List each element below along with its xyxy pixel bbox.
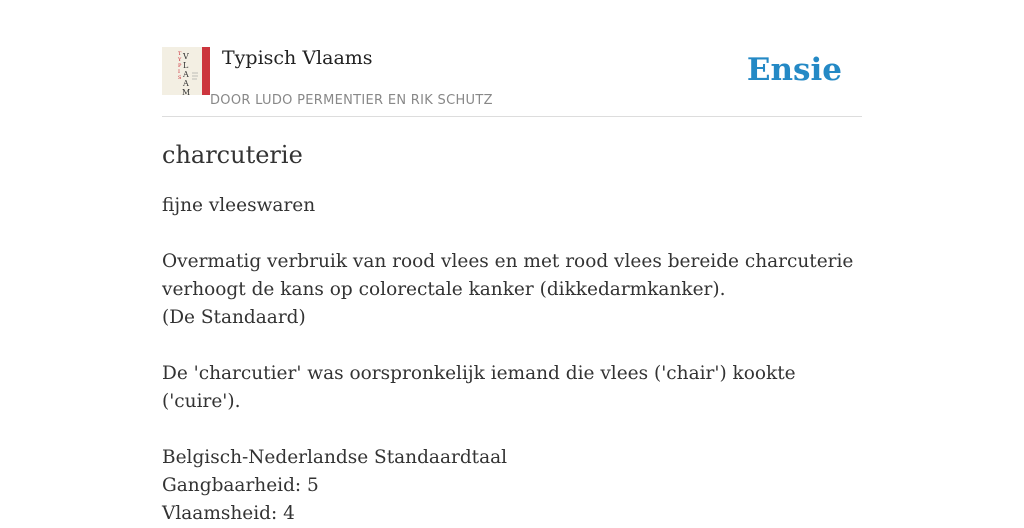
svg-text:P: P — [178, 63, 182, 69]
page — [162, 0, 862, 524]
entry-etymology: De 'charcutier' was oorspronkelijk iemand die vlees ('chair') kookte ('cuire'). — [162, 363, 796, 412]
entry-example-source: (De Standaard) — [162, 307, 306, 328]
svg-text:Y: Y — [178, 57, 182, 63]
entry-example-line-1: Overmatig verbruik van rood vlees en met rood vlees bereide charcuterie — [162, 251, 854, 272]
svg-text:V: V — [183, 52, 189, 61]
svg-text:A: A — [183, 79, 189, 88]
entry-gangbaarheid: Gangbaarheid: 5 — [162, 475, 319, 496]
entry-definition: fijne vleeswaren — [162, 195, 316, 216]
svg-text:M: M — [182, 88, 191, 97]
svg-text:A: A — [183, 70, 189, 79]
svg-text:I: I — [178, 69, 180, 75]
entry-title: charcuterie — [162, 141, 303, 169]
svg-text:T: T — [178, 51, 182, 57]
book-title[interactable]: Typisch Vlaams — [222, 47, 373, 69]
ensie-brand-link[interactable]: Ensie — [746, 52, 842, 88]
svg-text:S: S — [178, 75, 182, 81]
entry-body — [162, 192, 862, 528]
entry-example-line-2: verhoogt de kans op colorectale kanker (dikkedarmkanker). — [162, 279, 726, 300]
spacer — [162, 220, 862, 248]
book-cover-logo-icon[interactable] — [162, 47, 210, 95]
entry-vlaamsheid: Vlaamsheid: 4 — [162, 503, 295, 524]
book-authors: DOOR LUDO PERMENTIER EN RIK SCHUTZ — [210, 93, 493, 108]
spacer — [162, 332, 862, 360]
header — [162, 0, 862, 117]
svg-text:L: L — [183, 61, 189, 70]
spacer — [162, 416, 862, 444]
entry-register: Belgisch-Nederlandse Standaardtaal — [162, 447, 508, 468]
